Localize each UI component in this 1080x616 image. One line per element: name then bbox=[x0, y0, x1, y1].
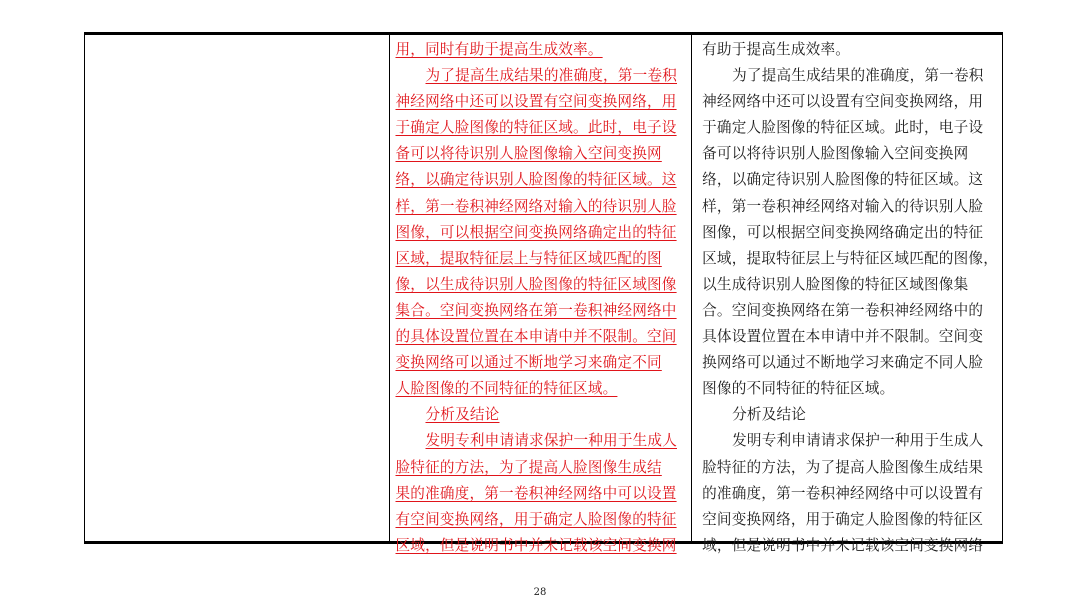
text-line: 为了提高生成结果的准确度，第一卷积 bbox=[732, 67, 984, 85]
text-line: 具体设置位置在本申请中并不限制。空间变 bbox=[702, 328, 984, 346]
text-line: 为了提高生成结果的准确度，第一卷积 bbox=[425, 67, 677, 85]
text-line: 发明专利申请请求保护一种用于生成人 bbox=[732, 432, 984, 450]
text-line: 络，以确定待识别人脸图像的特征区域。这 bbox=[702, 171, 984, 189]
table-column-marked-text bbox=[390, 35, 693, 554]
text-line: 变换网络可以通过不断地学习来确定不同 bbox=[395, 354, 662, 372]
text-line: 发明专利申请请求保护一种用于生成人 bbox=[425, 432, 677, 450]
comparison-table bbox=[84, 32, 1003, 554]
text-line: 人脸图像的不同特征的特征区域。 bbox=[395, 380, 618, 398]
text-line: 备可以将待识别人脸图像输入空间变换网 bbox=[702, 145, 969, 163]
text-line: 区域，但是说明书中并未记载该空间变换网 bbox=[395, 536, 677, 554]
text-line: 神经网络中还可以设置有空间变换网络，用 bbox=[702, 93, 984, 111]
text-line: 图像，可以根据空间变换网络确定出的特征 bbox=[395, 223, 677, 241]
text-line: 于确定人脸图像的特征区域。此时，电子设 bbox=[395, 119, 677, 137]
text-line: 用，同时有助于提高生成效率。 bbox=[395, 41, 603, 58]
text-line: 合。空间变换网络在第一卷积神经网络中的 bbox=[702, 301, 984, 319]
text-line: 图像，可以根据空间变换网络确定出的特征 bbox=[702, 223, 984, 241]
text-line: 脸特征的方法，为了提高人脸图像生成结果 bbox=[702, 458, 984, 476]
text-line: 空间变换网络，用于确定人脸图像的特征区 bbox=[702, 510, 984, 528]
text-line: 以生成待识别人脸图像的特征区域图像集 bbox=[702, 275, 969, 293]
text-line: 的准确度，第一卷积神经网络中可以设置有 bbox=[702, 484, 984, 502]
text-line: 样，第一卷积神经网络对输入的待识别人脸 bbox=[395, 197, 677, 215]
text-line: 区域，提取特征层上与特征区域匹配的图像， bbox=[702, 249, 998, 267]
text-line: 神经网络中还可以设置有空间变换网络，用 bbox=[395, 93, 677, 111]
text-line: 备可以将待识别人脸图像输入空间变换网 bbox=[395, 145, 662, 163]
text-line: 分析及结论 bbox=[732, 406, 807, 424]
text-line: 分析及结论 bbox=[425, 406, 500, 424]
text-line: 果的准确度，第一卷积神经网络中可以设置 bbox=[395, 484, 677, 502]
text-line: 有空间变换网络，用于确定人脸图像的特征 bbox=[395, 510, 677, 528]
text-line: 脸特征的方法，为了提高人脸图像生成结 bbox=[395, 458, 662, 476]
table-column-clean-text bbox=[692, 35, 1002, 554]
table-column-empty bbox=[85, 35, 390, 541]
text-line: 区域，提取特征层上与特征区域匹配的图 bbox=[395, 249, 662, 267]
text-line: 像，以生成待识别人脸图像的特征区域图像 bbox=[395, 275, 677, 293]
page-number: 28 bbox=[533, 587, 547, 598]
text-line: 集合。空间变换网络在第一卷积神经网络中 bbox=[395, 301, 677, 319]
text-line: 的具体设置位置在本申请中并不限制。空间 bbox=[395, 328, 677, 346]
text-line: 络，以确定待识别人脸图像的特征区域。这 bbox=[395, 171, 677, 189]
text-line: 样，第一卷积神经网络对输入的待识别人脸 bbox=[702, 197, 984, 215]
text-line: 于确定人脸图像的特征区域。此时，电子设 bbox=[702, 119, 984, 137]
text-line: 有助于提高生成效率。 bbox=[702, 41, 851, 58]
text-line: 域，但是说明书中并未记载该空间变换网络 bbox=[702, 536, 984, 554]
text-line: 图像的不同特征的特征区域。 bbox=[702, 380, 895, 398]
text-line: 换网络可以通过不断地学习来确定不同人脸 bbox=[702, 354, 984, 372]
